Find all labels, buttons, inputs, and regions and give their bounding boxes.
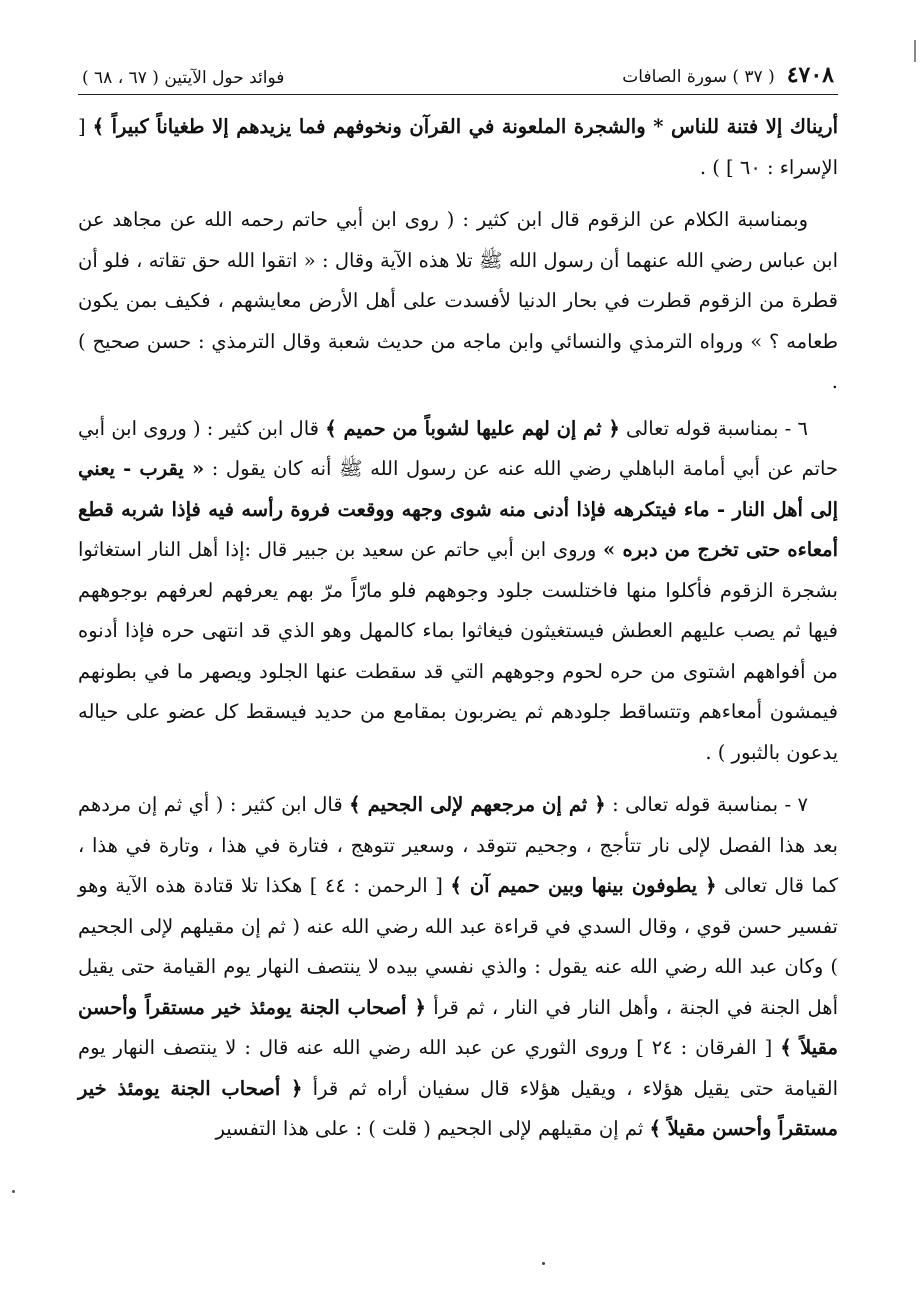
hadith-quote: « يقرب - يعني إلى أهل النار - ماء فيتكرهه فإذا أدنى منه شوى وجهه ووقعت فروة رأسه فيه فإذا شربه قطع أمعاءه حتى تخرج من دبره » (78, 457, 838, 561)
document-body (78, 107, 838, 1150)
paragraph-3 (78, 409, 838, 774)
quran-verse: ﴿ ثم إن مرجعهم لإلى الجحيم ﴾ (349, 793, 606, 816)
quran-verse: ﴿ يطوفون بينها وبين حميم آن ﴾ (450, 874, 717, 897)
paragraph-text: وروى ابن أبي حاتم عن سعيد بن جبير قال :إذا أهل النار استغاثوا بشجرة الزقوم فأكلوا منها فاختلست جلود وجوههم فلو مارّاً مرّ بهم يعرفهم لعرفهم بوجوههم فيها ثم يصب عليهم العطش فيستغيثون فيغاثوا بماء كالمهل وهو الذي قد انتهى حره فإذا أدنوه من أفواههم اشتوى من حره لحوم وجوههم التي قد سقطت عنها الجلود ويصهر ما في بطونهم فيمشون أمعاءهم وتتساقط جلودهم ثم يضربون بمقامع من حديد فيسقط كل عضو على حياله يدعون بالثبور ) . (78, 538, 838, 764)
scan-edge-mark (914, 40, 916, 62)
quran-verse: ﴿ أصحاب الجنة يومئذ خير مستقراً وأحسن مقيلاً ﴾ (78, 1076, 838, 1140)
quran-verse: ﴿ أصحاب الجنة يومئذ خير مستقراً وأحسن مقيلاً ﴾ (78, 995, 838, 1059)
paragraph-text: ٧ - بمناسبة قوله تعالى : (605, 793, 808, 816)
paragraph-4 (78, 785, 838, 1150)
verse-citation: [ الإسراء : ٦٠ ] ) . (78, 115, 838, 179)
page-header (78, 48, 838, 95)
scan-speck (542, 1262, 545, 1265)
paragraph-text: قال ابن كثير : ( وروى ابن أبي حاتم عن أبي أمامة الباهلي رضي الله عنه عن رسول الله ﷺ أنه كان يقول : (78, 416, 838, 480)
scan-speck (12, 1190, 15, 1193)
quran-verse: أريناك إلا فتنة للناس * والشجرة الملعونة في القرآن ونخوفهم فما يزيدهم إلا طغياناً كبيراً ﴾ (92, 115, 838, 138)
paragraph-text: قال ابن كثير : ( أي ثم إن مردهم بعد هذا الفصل لإلى نار تتأجج ، وجحيم تتوقد ، وسعير تتوهج ، فتارة في هذا ، وتارة في هذا ، كما قال تعالى (78, 793, 838, 897)
paragraph-text: ٦ - بمناسبة قوله تعالى (619, 416, 808, 440)
paragraph-text: [ الفرقان : ٢٤ ] وروى الثوري عن عبد الله رضي الله عنه قال : لا ينتصف النهار يوم القيامة حتى يقيل هؤلاء ، ويقيل هؤلاء قال سفيان أراه ثم قرأ (78, 1036, 838, 1100)
topic-title: فوائد حول الآيتين ( ٦٧ ، ٦٨ ) (82, 68, 285, 88)
paragraph-2 (78, 200, 838, 403)
paragraph-text: وبمناسبة الكلام عن الزقوم قال ابن كثير : ( روى ابن أبي حاتم رحمه الله عن مجاهد عن ابن عباس رضي الله عنهما أن رسول الله ﷺ تلا هذه الآية وقال : « اتقوا الله حق تقاته ، فلو أن قطرة من الزقوم قطرت في بحار الدنيا لأفسدت على أهل الأرض معايشهم ، فكيف بمن يكون طعامه ؟ » ورواه الترمذي والنسائي وابن ماجه من حديث شعبة وقال الترمذي : حسن صحيح ) . (78, 208, 838, 393)
header-right-group (622, 62, 834, 88)
paragraph-text: [ الرحمن : ٤٤ ] هكذا تلا قتادة هذه الآية وهو تفسير حسن قوي ، وقال السدي في قراءة عبد الله رضي الله عنه ( ثم إن مقيلهم لإلى الجحيم ) وكان عبد الله رضي الله عنه يقول : والذي نفسي بيده لا ينتصف النهار يوم القيامة حتى يقيل أهل الجنة في الجنة ، وأهل النار في النار ، ثم قرأ (78, 874, 839, 1019)
paragraph-text: ثم إن مقيلهم لإلى الجحيم ( قلت ) : على هذا التفسير (215, 1117, 650, 1140)
surah-title: ( ٣٧ ) سورة الصافات (622, 67, 775, 87)
paragraph-1 (78, 107, 838, 188)
page-number: ٤٧٠٨ (786, 62, 834, 88)
quran-verse: ﴿ ثم إن لهم عليها لشوباً من حميم ﴾ (325, 416, 620, 440)
document-page (78, 48, 838, 1228)
